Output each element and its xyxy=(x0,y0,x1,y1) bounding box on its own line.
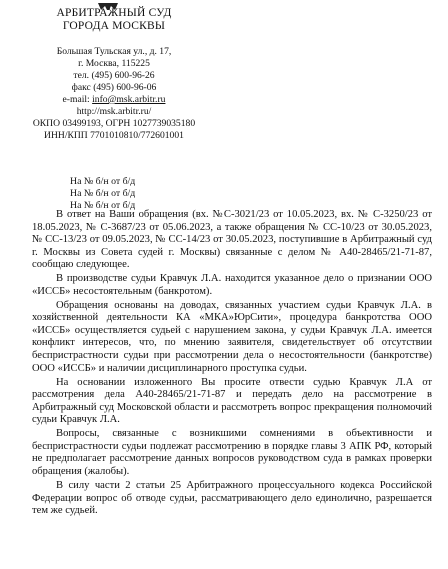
letter-body xyxy=(32,209,432,519)
address-city: г. Москва, 115225 xyxy=(78,58,150,69)
court-name-line2: ГОРОДА МОСКВЫ xyxy=(62,20,166,32)
paragraph: На основании изложенного Вы просите отвести судью Кравчук Л.А от рассмотрения дела А40-28465/21-71-87 и передать дело на рассмотрение в Арбитражный суд Московской области и рассмотреть вопрос прекращения полномочий судьи Кравчук Л.А. xyxy=(32,376,432,426)
address-street: Большая Тульская ул., д. 17, xyxy=(56,46,172,57)
email-line xyxy=(14,94,214,106)
court-name-line1: АРБИТРАЖНЫЙ СУД xyxy=(56,7,172,19)
phone-number: тел. (495) 600-96-26 xyxy=(73,70,155,81)
website-link[interactable]: http://msk.arbitr.ru/ xyxy=(76,106,152,117)
paragraph: В производстве судьи Кравчук Л.А. находится указанное дело о признании ООО «ИССБ» несостоятельным (банкротом). xyxy=(32,273,432,297)
paragraph: Вопросы, связанные с возникшими сомнениями в объективности и беспристрастности судьи подлежат рассмотрению в порядке главы 3 АПК РФ, который не предполагает рассмотрение данных вопросов руководством суда в рамках проверки обращения (жалобы). xyxy=(32,428,432,477)
paragraph: В силу части 2 статьи 25 Арбитражного процессуального кодекса Российской Федерации вопрос об отводе судьи, рассматривающего дело единолично, разрешается тем же судьей. xyxy=(32,479,432,517)
email-link[interactable]: info@msk.arbitr.ru xyxy=(92,94,166,105)
reference-line: На № б/н от б/д xyxy=(70,176,136,187)
paragraph: В ответ на Ваши обращения (вх. №С-3021/23 от 10.05.2023, вх. № С-3250/23 от 18.05.2023, № С-3687/23 от 05.06.2023, а также обращения № СС-10/23 от 30.05.2023, № СС-13/23 от 09.05.2023, № СС-14/23 от 30.05.2023, поступившие в Арбитражный суд г. Москвы из Совета судей г. Москвы) связанные с делом № А40-28465/21-71-87, сообщаю следующее. xyxy=(32,209,432,271)
inn-kpp: ИНН/КПП 7701010810/772601001 xyxy=(44,130,184,141)
paragraph: Обращения основаны на доводах, связанных участием судьи Кравчук Л.А. в хозяйственной деятельности КА «МКА»ЮрСити», процедура банкротства ООО «ИССБ» осуществляется судьей с нарушением закона, у судьи Кравчук Л.А. имеется конфликт интересов, что, по мнению заявителя, свидетельствует об отсутствии беспристрастности судьи при рассмотрении дела о несостоятельности (банкротстве) ООО «ИССБ» и наличии дисциплинарного проступка судьи. xyxy=(32,299,432,374)
fax-number: факс (495) 600-96-06 xyxy=(71,82,157,93)
reference-numbers xyxy=(70,176,135,212)
email-label: e-mail: xyxy=(62,94,90,105)
reference-line: На № б/н от б/д xyxy=(70,200,136,211)
reference-line: На № б/н от б/д xyxy=(70,188,136,199)
okpo-ogrn: ОКПО 03499193, ОГРН 1027739035180 xyxy=(32,118,196,129)
court-contact-details xyxy=(14,46,214,142)
court-header xyxy=(14,7,214,142)
